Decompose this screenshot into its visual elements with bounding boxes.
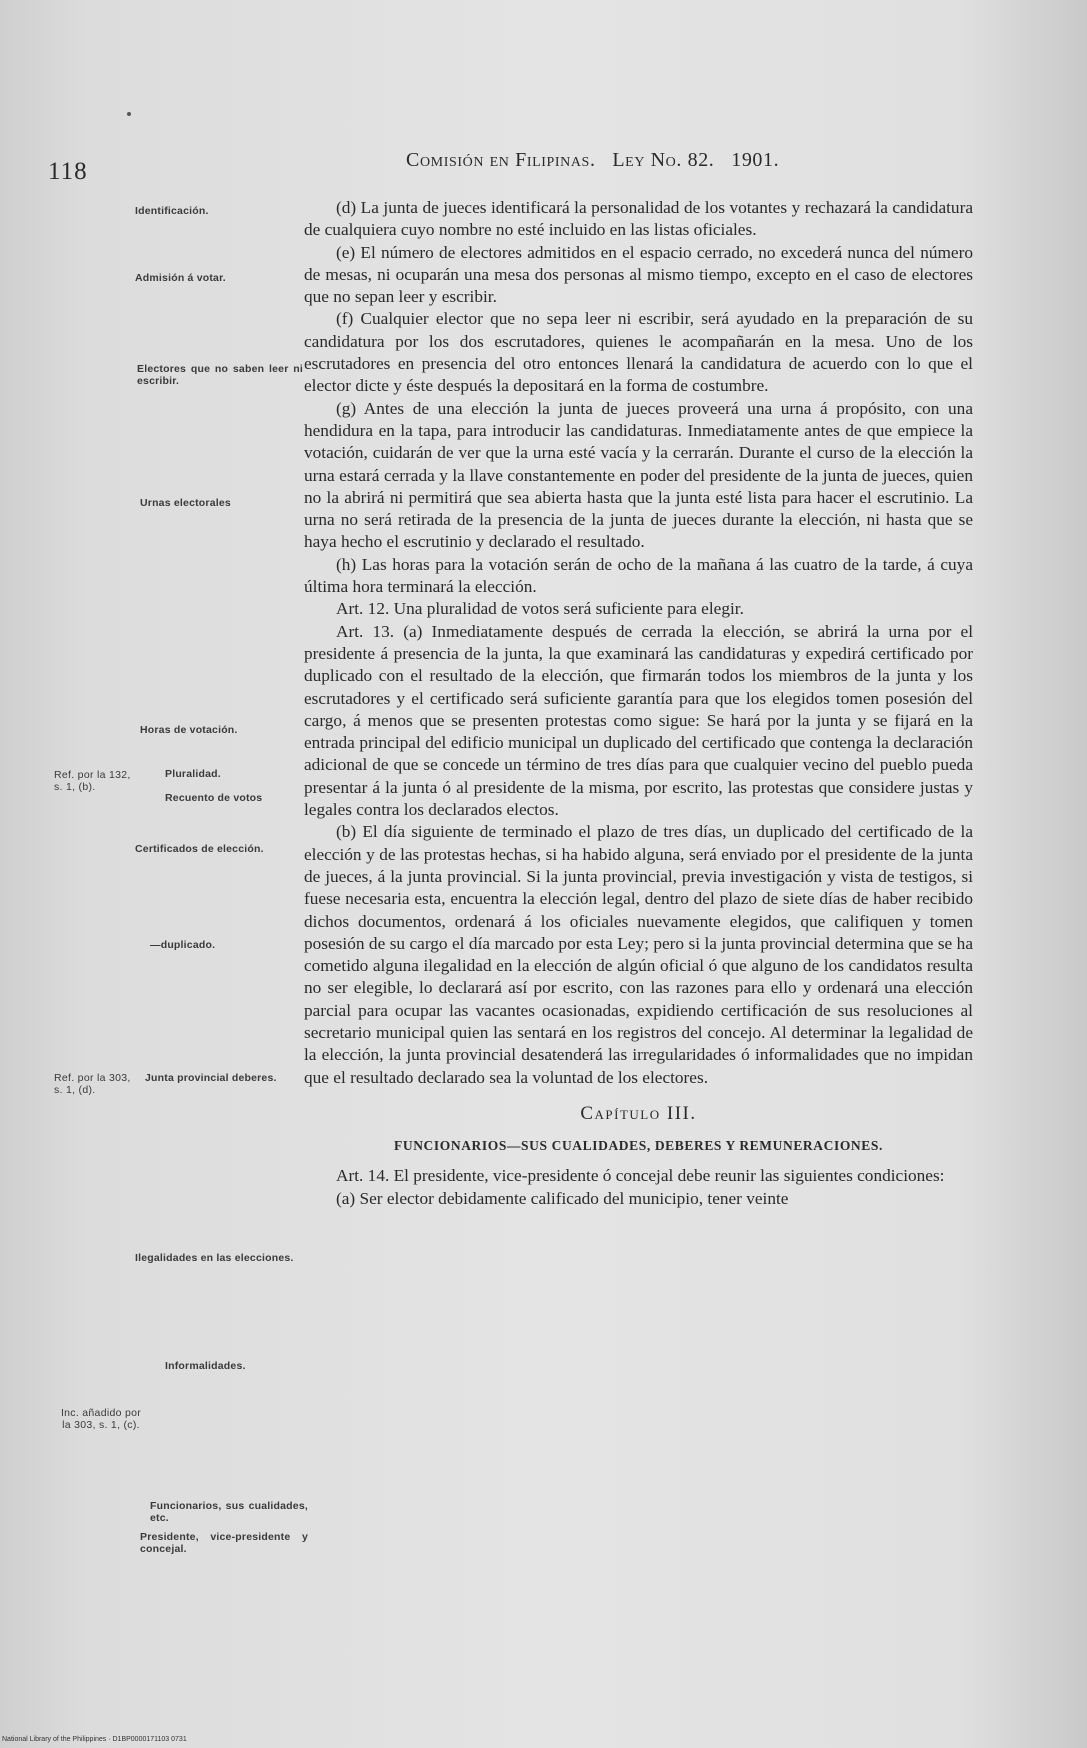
section-heading: FUNCIONARIOS—SUS CUALIDADES, DEBERES Y REMUNERACIONES. [394,1138,883,1154]
margin-note-electores: Electores que no saben leer ni escribir. [137,363,303,387]
paragraph-a: (a) Ser elector debidamente calificado del municipio, tener veinte [336,1188,789,1208]
page-number: 118 [48,158,88,185]
article-13: Art. 13. (a) Inmediatamente después de cerrada la elección, se abrirá la urna por el presidente á presencia de la junta, la que examinará las candidaturas y expedirá certificado por duplicado con el resultado de la elección, que firmarán todos los miembros de la junta y los escrutadores y el certificado será suficiente garantía para que los elegidos tomen posesión del cargo, á menos que se presenten protestas como sigue: Se hará por la junta y se fijará en la entrada principal del edificio municipal un duplicado del certificado que contenga la declaración adicional de que se concede un término de tres días para que cualquier vecino del pueblo pueda presentar á la junta ó al presidente de la misma, por escrito, las protestas que considere justas y legales contra los declarados electos. [304,621,973,820]
paragraph-d: (d) La junta de jueces identificará la personalidad de los votantes y rechazará la candidatura de cualquiera cuyo nombre no esté incluido en las listas oficiales. [304,198,973,240]
margin-note-urnas: Urnas electorales [140,497,231,509]
paragraph-e: (e) El número de electores admitidos en el espacio cerrado, no excederá nunca del número de mesas, ni ocuparán una mesa dos personas al mismo tiempo, excepto en el caso de electores que no sepan leer y escribir. [304,242,973,307]
margin-note-ilegalidades: Ilegalidades en las elecciones. [135,1252,294,1264]
running-head [406,149,779,172]
running-head-law: Ley No. 82. [612,149,715,171]
running-head-year: 1901. [731,149,780,171]
margin-note-admision: Admisión á votar. [135,272,226,284]
ref-note-303-d: Ref. por la 303, s. 1, (d). [54,1072,131,1096]
paragraph-f: (f) Cualquier elector que no sepa leer ni escribir, será ayudado en la preparación de su candidatura por los dos escrutadores, quienes le acompañarán en la mesa. Uno de los escrutadores en presencia del otro entonces llenará la candidatura de acuerdo con lo que el elector dicte y éste después la depositará en la forma de costumbre. [304,309,973,396]
article-12: Art. 12. Una pluralidad de votos será suficiente para elegir. [336,599,744,619]
margin-note-horas: Horas de votación. [140,724,238,736]
margin-note-certificados: Certificados de elección. [135,843,264,855]
margin-note-informalidades: Informalidades. [165,1360,246,1372]
margin-note-presidente: Presidente, vice-presidente y concejal. [140,1531,308,1555]
margin-note-identificacion: Identificación. [135,205,209,217]
ink-dot [127,112,131,116]
margin-note-duplicado: —duplicado. [150,939,216,951]
margin-note-junta: Junta provincial deberes. [145,1072,277,1084]
paragraph-h: (h) Las horas para la votación serán de ocho de la mañana á las cuatro de la tarde, á cuya última hora terminará la elección. [304,554,973,597]
margin-note-recuento: Recuento de votos [165,792,263,804]
running-head-title: Comisión en Filipinas. [406,149,596,171]
ref-note-303-c: Inc. añadido por la 303, s. 1, (c). [60,1407,142,1431]
scan-credit: National Library of the Philippines · D1BP0000171103 0731 [2,1736,187,1743]
article-14: Art. 14. El presidente, vice-presidente ó concejal debe reunir las siguientes condiciones: [336,1166,945,1186]
margin-note-funcionarios: Funcionarios, sus cualidades, etc. [150,1500,308,1524]
margin-note-pluralidad: Pluralidad. [165,768,221,780]
chapter-heading: Capítulo III. [580,1102,697,1124]
paragraph-b: (b) El día siguiente de terminado el plazo de tres días, un duplicado del certificado de la elección y de las protestas hechas, si ha habido alguna, será enviado por el presidente de la junta de jueces, á la junta provincial. Si la junta provincial, previa investigación y vista de testigos, si fuese necesaria esta, encuentra la elección legal, dentro del plazo de siete días de haber recibido dichos documentos, ordenará á los oficiales nuevamente elegidos, que califiquen y tomen posesión de su cargo el día marcado por esta Ley; pero si la junta provincial determina que se ha cometido alguna ilegalidad en la elección de algún oficial ó que alguno de los candidatos resulta no ser elegible, lo declarará así por escrito, con las razones para ello y ordenará una elección parcial para ocupar las vacantes ocasionadas, expidiendo certificación de sus resoluciones al secretario municipal quien las sentará en los registros del concejo. Al determinar la legalidad de la elección, la junta provincial desatenderá las irregularidades ó informalidades que no impidan que el resultado declarado sea la voluntad de los electores. [304,822,973,1087]
body-text [304,197,973,1210]
paragraph-g: (g) Antes de una elección la junta de jueces proveerá una urna á propósito, con una hendidura en la tapa, para introducir las candidaturas. Inmediatamente antes de que empiece la votación, cuidarán de ver que la urna esté vacía y la cerrarán. Durante el curso de la elección la urna estará cerrada y la llave constantemente en poder del presidente de la junta de jueces, quien no la abrirá ni permitirá que sea abierta hasta que la junta esté lista para hacer el escrutinio. La urna no será retirada de la presencia de la junta de jueces durante la elección, ni hasta que se haya hecho el escrutinio y declarado el resultado. [304,398,973,552]
ref-note-132: Ref. por la 132, s. 1, (b). [54,769,131,793]
